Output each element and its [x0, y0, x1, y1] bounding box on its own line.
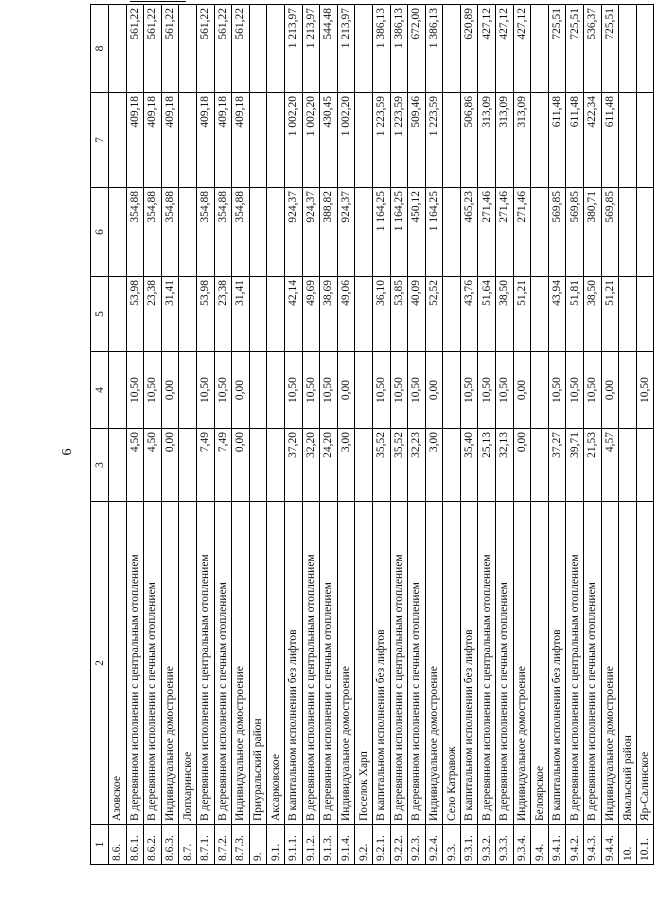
table-cell-col-5	[179, 277, 197, 352]
table-cell-col-3	[619, 429, 637, 502]
header-row	[91, 5, 109, 865]
table-cell-col-1: 9.3.2.	[478, 825, 496, 865]
table-cell-col-8: 1 386,13	[372, 5, 390, 93]
table-cell-col-2: В капитальном исполнении без лифтов	[372, 502, 390, 825]
table-cell-col-4: 10,50	[284, 352, 302, 429]
table-cell-col-3: 32,23	[408, 429, 426, 502]
table-cell-col-6	[636, 188, 654, 277]
table-cell-col-8	[619, 5, 637, 93]
table-row	[196, 5, 214, 865]
table-cell-col-7: 611,48	[548, 93, 566, 188]
table-cell-col-2: В капитальном исполнении без лифтов	[284, 502, 302, 825]
table-cell-col-8: 561,22	[161, 5, 179, 93]
table-cell-col-7: 409,18	[126, 93, 144, 188]
table-cell-col-1: 8.7.1.	[196, 825, 214, 865]
table-cell-col-2: В деревянном исполнении с печным отоплением	[584, 502, 602, 825]
table-row	[337, 5, 355, 865]
table-cell-col-3: 0,00	[232, 429, 250, 502]
table-cell-col-1: 9.4.3.	[584, 825, 602, 865]
table-cell-col-3	[267, 429, 285, 502]
table-cell-col-4: 0,00	[232, 352, 250, 429]
table-cell-col-2: В деревянном исполнении с центральным отоплением	[196, 502, 214, 825]
table-cell-col-8: 1 213,97	[284, 5, 302, 93]
table-cell-col-6: 354,88	[144, 188, 162, 277]
table-cell-col-5: 42,14	[284, 277, 302, 352]
table-cell-col-1: 9.2.4.	[425, 825, 443, 865]
table-cell-col-3	[179, 429, 197, 502]
table-row	[425, 5, 443, 865]
table-cell-col-2: Село Катравож	[443, 502, 461, 825]
table-cell-col-1: 8.7.	[179, 825, 197, 865]
table-cell-col-2: Азовское	[109, 502, 127, 825]
table-cell-col-2: В деревянном исполнении с центральным отоплением	[390, 502, 408, 825]
table-cell-col-1: 9.3.4.	[513, 825, 531, 865]
table-cell-col-8: 1 386,13	[390, 5, 408, 93]
table-cell-col-6: 465,23	[460, 188, 478, 277]
table-cell-col-7	[355, 93, 373, 188]
table-cell-col-7: 409,18	[214, 93, 232, 188]
table-cell-col-3: 39,71	[566, 429, 584, 502]
table-row	[601, 5, 619, 865]
table-cell-col-8: 725,51	[548, 5, 566, 93]
table-cell-col-4: 10,50	[566, 352, 584, 429]
table-cell-col-3: 35,52	[372, 429, 390, 502]
table-cell-col-4: 10,50	[372, 352, 390, 429]
table-cell-col-5: 36,10	[372, 277, 390, 352]
table-cell-col-1: 8.6.	[109, 825, 127, 865]
table-cell-col-6: 569,85	[566, 188, 584, 277]
table-cell-col-3	[443, 429, 461, 502]
table-cell-col-6: 271,46	[513, 188, 531, 277]
table-cell-col-2: В деревянном исполнении с печным отоплением	[320, 502, 338, 825]
table-cell-col-5	[267, 277, 285, 352]
table-cell-col-7: 1 223,59	[390, 93, 408, 188]
table-cell-col-4	[619, 352, 637, 429]
table-cell-col-5: 49,69	[302, 277, 320, 352]
table-row	[390, 5, 408, 865]
table-cell-col-3: 4,50	[144, 429, 162, 502]
table-cell-col-7: 409,18	[161, 93, 179, 188]
table-cell-col-5: 51,21	[513, 277, 531, 352]
table-cell-col-8: 561,22	[232, 5, 250, 93]
table-cell-col-5: 43,76	[460, 277, 478, 352]
table-cell-col-1: 8.7.3.	[232, 825, 250, 865]
table-cell-col-5: 53,85	[390, 277, 408, 352]
table-cell-col-6: 924,37	[302, 188, 320, 277]
table-cell-col-4: 10,50	[390, 352, 408, 429]
table-cell-col-8: 427,12	[478, 5, 496, 93]
table-row	[179, 5, 197, 865]
column-header-5: 5	[91, 277, 109, 352]
table-cell-col-5: 31,41	[232, 277, 250, 352]
table-cell-col-4	[267, 352, 285, 429]
table-row	[232, 5, 250, 865]
table-cell-col-6: 1 164,25	[390, 188, 408, 277]
table-cell-col-1: 9.3.1.	[460, 825, 478, 865]
table-cell-col-3: 37,27	[548, 429, 566, 502]
table-cell-col-5: 51,21	[601, 277, 619, 352]
table-cell-col-8: 725,51	[601, 5, 619, 93]
table-cell-col-7: 506,86	[460, 93, 478, 188]
table-cell-col-3: 25,13	[478, 429, 496, 502]
column-header-2: 2	[91, 502, 109, 825]
table-cell-col-4: 10,50	[214, 352, 232, 429]
table-cell-col-5: 49,06	[337, 277, 355, 352]
table-cell-col-4: 0,00	[601, 352, 619, 429]
table-cell-col-6	[531, 188, 549, 277]
table-cell-col-7: 313,09	[496, 93, 514, 188]
table-cell-col-8: 536,37	[584, 5, 602, 93]
table-cell-col-3: 3,00	[425, 429, 443, 502]
table-row	[126, 5, 144, 865]
table-cell-col-2: Яр-Салинское	[636, 502, 654, 825]
table-cell-col-6: 1 164,25	[372, 188, 390, 277]
table-cell-col-5: 51,64	[478, 277, 496, 352]
table-row	[214, 5, 232, 865]
table-cell-col-1: 9.4.4.	[601, 825, 619, 865]
table-cell-col-2: В деревянном исполнении с центральным отоплением	[566, 502, 584, 825]
column-header-1: 1	[91, 825, 109, 865]
column-header-4: 4	[91, 352, 109, 429]
table-cell-col-7: 409,18	[144, 93, 162, 188]
table-cell-col-3	[636, 429, 654, 502]
table-cell-col-1: 9.2.1.	[372, 825, 390, 865]
table-cell-col-8: 427,12	[513, 5, 531, 93]
table-cell-col-8	[179, 5, 197, 93]
table-cell-col-6	[179, 188, 197, 277]
table-cell-col-2: Лопхаринское	[179, 502, 197, 825]
table-cell-col-4: 10,50	[636, 352, 654, 429]
table-cell-col-1: 9.1.2.	[302, 825, 320, 865]
table-cell-col-6: 924,37	[337, 188, 355, 277]
table-cell-col-5: 51,81	[566, 277, 584, 352]
table-cell-col-6: 388,82	[320, 188, 338, 277]
table-cell-col-2: Приуральский район	[249, 502, 267, 825]
table-cell-col-6: 924,37	[284, 188, 302, 277]
table-cell-col-7: 1 223,59	[425, 93, 443, 188]
table-cell-col-7: 1 002,20	[284, 93, 302, 188]
table-cell-col-8: 427,12	[496, 5, 514, 93]
table-cell-col-1: 9.4.2.	[566, 825, 584, 865]
table-cell-col-7: 1 002,20	[337, 93, 355, 188]
table-row	[460, 5, 478, 865]
table-row	[443, 5, 461, 865]
page-number: 6	[60, 448, 75, 456]
table-cell-col-1: 9.2.	[355, 825, 373, 865]
table-cell-col-8: 620,89	[460, 5, 478, 93]
table-cell-col-6	[619, 188, 637, 277]
table-cell-col-8: 561,22	[196, 5, 214, 93]
table-cell-col-8: 561,22	[144, 5, 162, 93]
table-cell-col-7: 313,09	[478, 93, 496, 188]
table-cell-col-5: 53,98	[196, 277, 214, 352]
table-row	[584, 5, 602, 865]
table-cell-col-3	[109, 429, 127, 502]
table-cell-col-2: Индивидуальное домостроение	[513, 502, 531, 825]
table-cell-col-6	[249, 188, 267, 277]
table-cell-col-2: В деревянном исполнении с печным отоплением	[496, 502, 514, 825]
table-cell-col-5: 23,38	[214, 277, 232, 352]
table-cell-col-2: Поселок Харп	[355, 502, 373, 825]
table-cell-col-7: 1 223,59	[372, 93, 390, 188]
table-cell-col-5: 52,52	[425, 277, 443, 352]
column-header-8: 8	[91, 5, 109, 93]
table-cell-col-7	[267, 93, 285, 188]
table-cell-col-6: 569,85	[601, 188, 619, 277]
table-cell-col-2: В деревянном исполнении с печным отоплением	[408, 502, 426, 825]
table-cell-col-5: 40,09	[408, 277, 426, 352]
table-cell-col-3: 37,20	[284, 429, 302, 502]
table-cell-col-3: 21,53	[584, 429, 602, 502]
table-cell-col-1: 8.6.2.	[144, 825, 162, 865]
table-cell-col-8: 1 213,97	[302, 5, 320, 93]
table-cell-col-8: 672,00	[408, 5, 426, 93]
table-cell-col-5	[443, 277, 461, 352]
table-cell-col-1: 9.1.3.	[320, 825, 338, 865]
table-cell-col-7: 313,09	[513, 93, 531, 188]
table-cell-col-7: 611,48	[566, 93, 584, 188]
table-cell-col-2: В деревянном исполнении с центральным отоплением	[126, 502, 144, 825]
table-cell-col-1: 9.3.3.	[496, 825, 514, 865]
table-cell-col-8: 725,51	[566, 5, 584, 93]
table-cell-col-7: 611,48	[601, 93, 619, 188]
table-cell-col-5	[531, 277, 549, 352]
table-row	[566, 5, 584, 865]
table-cell-col-7: 430,45	[320, 93, 338, 188]
table-cell-col-2: Индивидуальное домостроение	[337, 502, 355, 825]
table-row	[109, 5, 127, 865]
table-cell-col-7	[249, 93, 267, 188]
table-cell-col-1: 8.7.2.	[214, 825, 232, 865]
table-cell-col-1: 9.1.4.	[337, 825, 355, 865]
table-cell-col-5: 38,50	[584, 277, 602, 352]
table-cell-col-6: 380,71	[584, 188, 602, 277]
top-rule	[130, 1, 186, 2]
table-cell-col-3: 32,20	[302, 429, 320, 502]
table-cell-col-2: Индивидуальное домостроение	[601, 502, 619, 825]
table-cell-col-4	[179, 352, 197, 429]
column-header-6: 6	[91, 188, 109, 277]
table-cell-col-5: 31,41	[161, 277, 179, 352]
table-body	[109, 5, 654, 865]
table-cell-col-5: 38,50	[496, 277, 514, 352]
table-cell-col-8: 544,48	[320, 5, 338, 93]
rotated-table-container	[90, 5, 652, 865]
table-cell-col-2: Индивидуальное домостроение	[161, 502, 179, 825]
table-cell-col-4: 10,50	[408, 352, 426, 429]
table-cell-col-1: 9.4.1.	[548, 825, 566, 865]
table-cell-col-5: 23,38	[144, 277, 162, 352]
table-row	[372, 5, 390, 865]
table-cell-col-3	[531, 429, 549, 502]
table-cell-col-4: 10,50	[548, 352, 566, 429]
table-cell-col-3: 4,57	[601, 429, 619, 502]
table-cell-col-8	[267, 5, 285, 93]
table-cell-col-8	[531, 5, 549, 93]
table-cell-col-8	[109, 5, 127, 93]
table-cell-col-8	[249, 5, 267, 93]
table-cell-col-5: 38,69	[320, 277, 338, 352]
table-cell-col-7	[443, 93, 461, 188]
table-cell-col-6: 354,88	[126, 188, 144, 277]
table-cell-col-2: Индивидуальное домостроение	[425, 502, 443, 825]
table-cell-col-4: 0,00	[161, 352, 179, 429]
table-cell-col-4: 0,00	[425, 352, 443, 429]
table-cell-col-7: 409,18	[196, 93, 214, 188]
table-cell-col-4: 10,50	[584, 352, 602, 429]
table-cell-col-5	[355, 277, 373, 352]
table-row	[249, 5, 267, 865]
table-cell-col-2: Ямальский район	[619, 502, 637, 825]
table-cell-col-1: 10.	[619, 825, 637, 865]
table-cell-col-4: 0,00	[513, 352, 531, 429]
table-cell-col-4: 0,00	[337, 352, 355, 429]
table-row	[619, 5, 637, 865]
table-cell-col-6: 569,85	[548, 188, 566, 277]
table-cell-col-1: 9.1.	[267, 825, 285, 865]
table-cell-col-6: 271,46	[478, 188, 496, 277]
table-cell-col-3: 4,50	[126, 429, 144, 502]
table-cell-col-6: 354,88	[232, 188, 250, 277]
table-cell-col-7: 409,18	[232, 93, 250, 188]
table-cell-col-1: 9.	[249, 825, 267, 865]
table-row	[320, 5, 338, 865]
table-cell-col-4: 10,50	[302, 352, 320, 429]
table-cell-col-3: 0,00	[513, 429, 531, 502]
table-cell-col-2: Белоярское	[531, 502, 549, 825]
table-cell-col-6	[109, 188, 127, 277]
table-cell-col-6: 271,46	[496, 188, 514, 277]
table-cell-col-4	[249, 352, 267, 429]
table-cell-col-6: 354,88	[161, 188, 179, 277]
table-cell-col-3: 7,49	[214, 429, 232, 502]
table-cell-col-8: 561,22	[126, 5, 144, 93]
column-header-3: 3	[91, 429, 109, 502]
table-cell-col-4	[531, 352, 549, 429]
table-cell-col-4	[355, 352, 373, 429]
table-cell-col-4: 10,50	[478, 352, 496, 429]
table-cell-col-7	[619, 93, 637, 188]
table-cell-col-1: 10.1.	[636, 825, 654, 865]
table-row	[496, 5, 514, 865]
table-cell-col-1: 9.1.1.	[284, 825, 302, 865]
table-cell-col-8: 561,22	[214, 5, 232, 93]
table-row	[284, 5, 302, 865]
table-row	[161, 5, 179, 865]
table-row	[144, 5, 162, 865]
table-cell-col-7: 1 002,20	[302, 93, 320, 188]
table-cell-col-8	[636, 5, 654, 93]
table-cell-col-7	[531, 93, 549, 188]
table-cell-col-3	[249, 429, 267, 502]
table-cell-col-5	[619, 277, 637, 352]
table-cell-col-8	[443, 5, 461, 93]
table-row	[355, 5, 373, 865]
table-cell-col-5	[109, 277, 127, 352]
table-cell-col-7	[636, 93, 654, 188]
table-cell-col-7: 422,34	[584, 93, 602, 188]
table-cell-col-3: 0,00	[161, 429, 179, 502]
table-row	[531, 5, 549, 865]
table-cell-col-1: 9.4.	[531, 825, 549, 865]
table-row	[478, 5, 496, 865]
table-row	[636, 5, 654, 865]
table-cell-col-1: 9.3.	[443, 825, 461, 865]
table-cell-col-3: 32,13	[496, 429, 514, 502]
table-cell-col-2: В капитальном исполнении без лифтов	[460, 502, 478, 825]
table-cell-col-6: 1 164,25	[425, 188, 443, 277]
table-cell-col-4: 10,50	[144, 352, 162, 429]
table-cell-col-2: В деревянном исполнении с центральным отоплением	[302, 502, 320, 825]
table-cell-col-4: 10,50	[496, 352, 514, 429]
tariff-table	[90, 4, 654, 865]
table-row	[548, 5, 566, 865]
table-cell-col-1: 8.6.3.	[161, 825, 179, 865]
table-cell-col-1: 8.6.1.	[126, 825, 144, 865]
table-row	[267, 5, 285, 865]
table-cell-col-6	[443, 188, 461, 277]
table-row	[302, 5, 320, 865]
column-header-7: 7	[91, 93, 109, 188]
table-cell-col-2: Индивидуальное домостроение	[232, 502, 250, 825]
table-cell-col-6	[267, 188, 285, 277]
table-cell-col-4: 10,50	[196, 352, 214, 429]
table-row	[408, 5, 426, 865]
table-cell-col-4: 10,50	[460, 352, 478, 429]
table-cell-col-3: 7,49	[196, 429, 214, 502]
table-cell-col-6: 450,12	[408, 188, 426, 277]
table-cell-col-4: 10,50	[126, 352, 144, 429]
table-cell-col-6: 354,88	[214, 188, 232, 277]
table-cell-col-3: 35,40	[460, 429, 478, 502]
table-cell-col-3	[355, 429, 373, 502]
table-cell-col-7	[109, 93, 127, 188]
table-cell-col-1: 9.2.3.	[408, 825, 426, 865]
table-cell-col-4	[443, 352, 461, 429]
table-cell-col-4: 10,50	[320, 352, 338, 429]
table-cell-col-4	[109, 352, 127, 429]
table-cell-col-7	[179, 93, 197, 188]
table-cell-col-3: 24,20	[320, 429, 338, 502]
table-cell-col-5	[249, 277, 267, 352]
table-row	[513, 5, 531, 865]
table-cell-col-3: 35,52	[390, 429, 408, 502]
table-cell-col-5	[636, 277, 654, 352]
table-cell-col-2: Аксарковское	[267, 502, 285, 825]
table-cell-col-6	[355, 188, 373, 277]
table-cell-col-6: 354,88	[196, 188, 214, 277]
table-cell-col-2: В деревянном исполнении с печным отоплением	[144, 502, 162, 825]
table-cell-col-8	[355, 5, 373, 93]
table-cell-col-8: 1 386,13	[425, 5, 443, 93]
table-cell-col-1: 9.2.2.	[390, 825, 408, 865]
table-cell-col-5: 43,94	[548, 277, 566, 352]
table-cell-col-7: 509,46	[408, 93, 426, 188]
table-cell-col-2: В деревянном исполнении с центральным отоплением	[478, 502, 496, 825]
table-cell-col-2: В капитальном исполнении без лифтов	[548, 502, 566, 825]
table-cell-col-2: В деревянном исполнении с печным отоплением	[214, 502, 232, 825]
table-cell-col-8: 1 213,97	[337, 5, 355, 93]
table-cell-col-5: 53,98	[126, 277, 144, 352]
table-cell-col-3: 3,00	[337, 429, 355, 502]
